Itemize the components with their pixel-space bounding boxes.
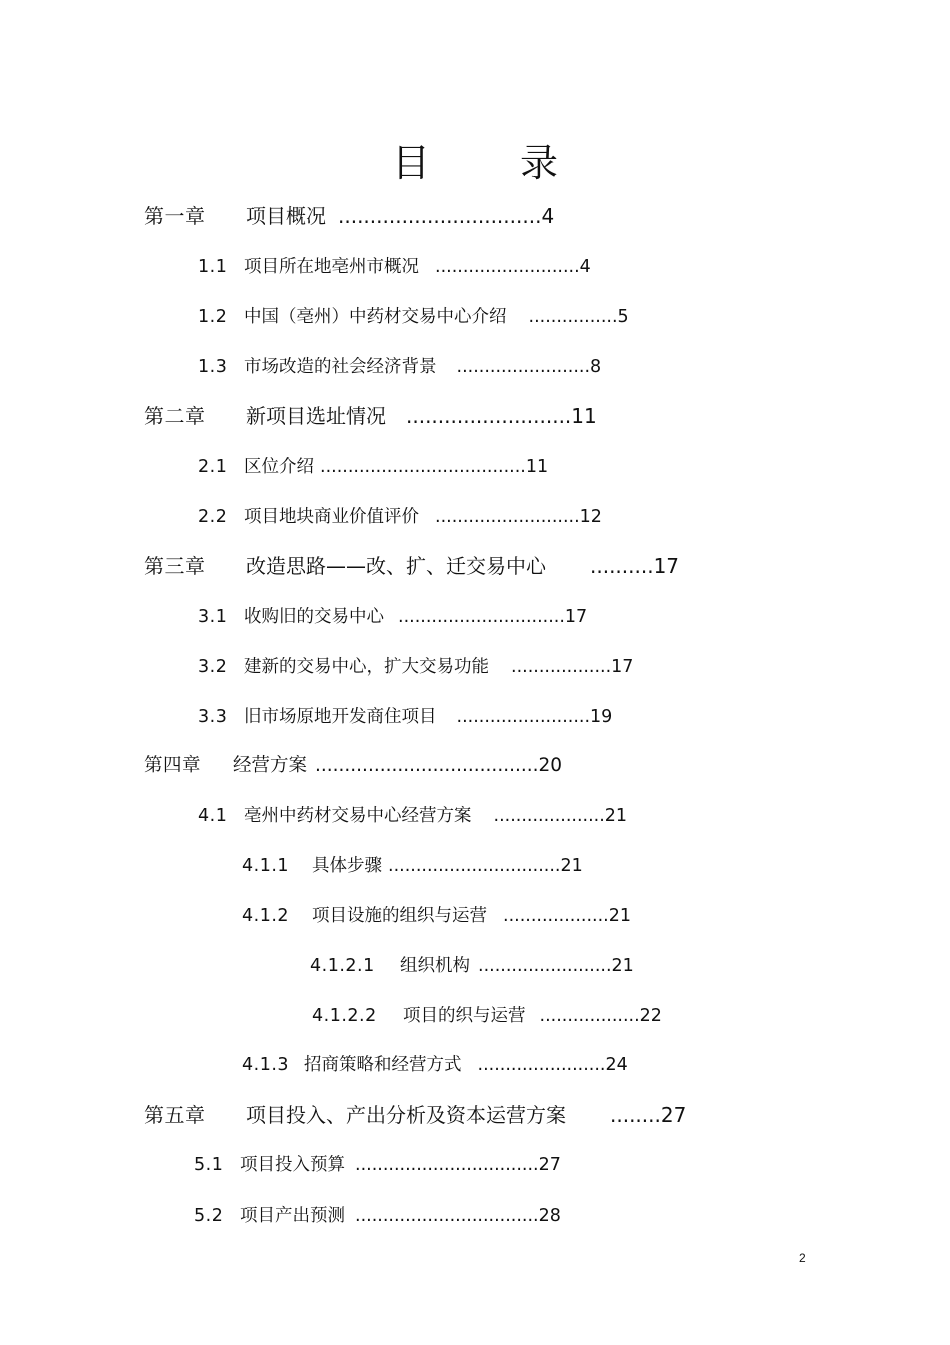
toc-entry[interactable] (144, 201, 554, 231)
toc-entry-label: 项目设施的组织与运营 (312, 906, 487, 926)
toc-entry[interactable] (198, 602, 587, 632)
toc-entry-number: 4.1.3 (242, 1055, 290, 1075)
toc-entry-label: 项目概况 (246, 204, 326, 228)
toc-page-number: 21 (611, 956, 634, 976)
toc-entry-number: 第五章 (144, 1103, 206, 1127)
toc-page-number: 19 (590, 707, 613, 727)
toc-page-number: 20 (538, 755, 563, 776)
toc-entry-number: 3.1 (198, 607, 228, 627)
toc-page-number: 11 (571, 404, 597, 428)
toc-entry[interactable] (198, 302, 629, 332)
toc-page-number: 28 (538, 1206, 561, 1226)
toc-entry-label: 建新的交易中心，扩大交易功能 (244, 657, 489, 677)
toc-leader-dots: .......................... (435, 257, 580, 277)
toc-leader-dots: ................... (503, 906, 609, 926)
toc-entry[interactable] (198, 652, 633, 682)
toc-entry[interactable] (198, 252, 591, 282)
toc-entry-label: 收购旧的交易中心 (244, 607, 384, 627)
toc-entry-label: 经营方案 (233, 755, 308, 776)
toc-entry-number: 2.1 (198, 457, 228, 477)
toc-page-number: 27 (660, 1103, 687, 1127)
toc-page-number: 24 (605, 1055, 628, 1075)
toc-entry[interactable] (242, 901, 631, 931)
toc-entry-label: 新项目选址情况 (246, 404, 386, 428)
toc-entry-label: 区位介绍 (244, 457, 314, 477)
toc-entry-number: 2.2 (198, 507, 228, 527)
toc-leader-dots: ...................................... (315, 755, 539, 776)
toc-entry[interactable] (198, 452, 548, 482)
toc-entry-label: 项目所在地亳州市概况 (244, 257, 419, 277)
toc-leader-dots: ................ (528, 307, 618, 327)
toc-page-number: 4 (541, 204, 555, 228)
toc-entry[interactable] (198, 352, 601, 382)
toc-entry[interactable] (194, 1201, 561, 1231)
toc-page-number: 12 (579, 507, 602, 527)
toc-leader-dots: ................................. (355, 1206, 539, 1226)
toc-page-number: 11 (525, 457, 549, 477)
toc-leader-dots: ..................................... (320, 457, 526, 477)
page-number: 2 (799, 1251, 806, 1265)
toc-entry[interactable] (198, 502, 602, 532)
toc-page-number: 17 (564, 607, 588, 627)
toc-entry-number: 4.1.1 (242, 856, 290, 876)
toc-leader-dots: .......................... (435, 507, 580, 527)
toc-leader-dots: .................. (539, 1006, 640, 1026)
toc-page-number: 21 (608, 906, 631, 926)
toc-page-number: 17 (611, 657, 634, 677)
toc-entry[interactable] (144, 401, 597, 431)
toc-entry[interactable] (194, 1150, 561, 1180)
title-char-right: 录 (520, 141, 559, 185)
toc-entry-label: 组织机构 (400, 956, 470, 976)
toc-entry[interactable] (242, 851, 583, 881)
toc-entry-label: 项目地块商业价值评价 (244, 507, 419, 527)
toc-page-number: 8 (590, 357, 602, 377)
toc-entry-label: 具体步骤 (312, 856, 382, 876)
toc-leader-dots: ............................... (388, 856, 561, 876)
toc-entry-label: 项目的织与运营 (403, 1006, 526, 1026)
toc-entry-label: 改造思路——改、扩、迁交易中心 (246, 554, 546, 578)
toc-entry-number: 4.1.2 (242, 906, 290, 926)
toc-page-number: 17 (653, 554, 680, 578)
toc-entry-label: 旧市场原地开发商住项目 (244, 707, 437, 727)
title-char-left: 目 (391, 141, 430, 185)
toc-leader-dots: ........................ (456, 357, 591, 377)
toc-page-number: 21 (560, 856, 583, 876)
toc-leader-dots: ....................... (477, 1055, 606, 1075)
toc-entry-number: 5.1 (194, 1155, 224, 1175)
toc-entry[interactable] (242, 1050, 628, 1080)
toc-entry-number: 5.2 (194, 1206, 224, 1226)
toc-entry-number: 3.3 (198, 707, 228, 727)
toc-page-number: 4 (579, 257, 591, 277)
toc-entry-label: 亳州中药材交易中心经营方案 (244, 806, 472, 826)
toc-entry-number: 1.3 (198, 357, 228, 377)
toc-leader-dots: .......................... (406, 404, 572, 428)
toc-entry[interactable] (144, 551, 679, 581)
toc-entry-number: 第一章 (144, 204, 206, 228)
toc-entry-number: 4.1 (198, 806, 228, 826)
toc-entry-number: 4.1.2.2 (312, 1006, 377, 1026)
toc-entry-label: 市场改造的社会经济背景 (244, 357, 437, 377)
toc-entry-number: 1.2 (198, 307, 228, 327)
toc-page-number: 21 (604, 806, 628, 826)
toc-entry-label: 项目产出预测 (240, 1206, 345, 1226)
toc-entry-number: 3.2 (198, 657, 228, 677)
toc-entry-label: 招商策略和经营方式 (304, 1055, 462, 1075)
toc-leader-dots: .................... (493, 806, 605, 826)
toc-page-number: 22 (639, 1006, 662, 1026)
toc-entry[interactable] (312, 1001, 662, 1031)
toc-leader-dots: ................................ (338, 204, 542, 228)
toc-entry[interactable] (198, 702, 612, 732)
toc-entry[interactable] (144, 1100, 686, 1130)
toc-leader-dots: .................. (511, 657, 612, 677)
toc-entry-number: 第四章 (144, 755, 202, 776)
toc-entry-label: 中国（亳州）中药材交易中心介绍 (244, 307, 507, 327)
toc-entry-number: 第二章 (144, 404, 206, 428)
toc-page-number: 27 (538, 1155, 561, 1175)
toc-entry[interactable] (198, 801, 627, 831)
toc-leader-dots: ................................. (355, 1155, 539, 1175)
toc-leader-dots: ........................ (456, 707, 591, 727)
toc-leader-dots: .......... (590, 554, 654, 578)
toc-entry-label: 项目投入预算 (240, 1155, 345, 1175)
toc-entry-label: 项目投入、产出分析及资本运营方案 (246, 1103, 566, 1127)
toc-leader-dots: .............................. (398, 607, 565, 627)
toc-entry-number: 1.1 (198, 257, 228, 277)
toc-entry[interactable] (310, 951, 634, 981)
toc-page-number: 5 (617, 307, 629, 327)
toc-entry-number: 第三章 (144, 554, 206, 578)
toc-leader-dots: ........ (610, 1103, 661, 1127)
toc-entry-number: 4.1.2.1 (310, 956, 375, 976)
toc-entry[interactable] (144, 751, 562, 781)
toc-leader-dots: ........................ (478, 956, 612, 976)
